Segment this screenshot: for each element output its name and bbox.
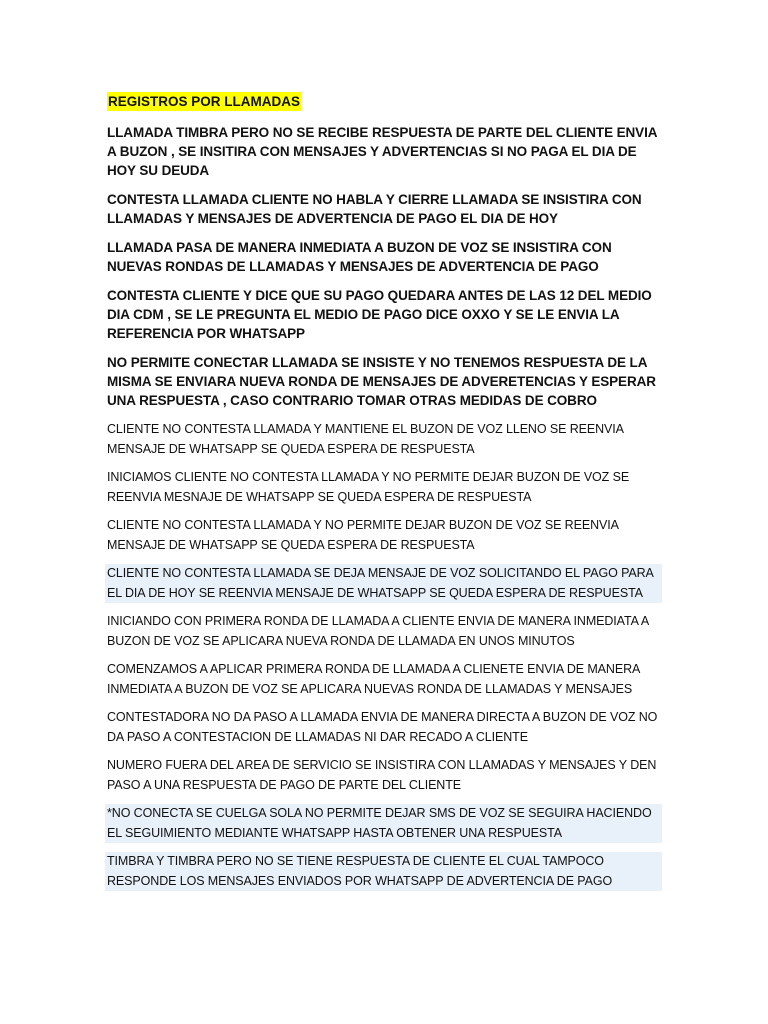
paragraph: LLAMADA PASA DE MANERA INMEDIATA A BUZON DE VOZ SE INSISTIRA CON NUEVAS RONDAS DE LLAMADAS Y MENSAJES DE ADVERTENCIA DE PAGO [107, 240, 612, 274]
paragraph: NUMERO FUERA DEL AREA DE SERVICIO SE INSISTIRA CON LLAMADAS Y MENSAJES Y DEN PASO A UNA RESPUESTA DE PAGO DE PARTE DEL CLIENTE [107, 758, 657, 792]
paragraph: CONTESTADORA NO DA PASO A LLAMADA ENVIA DE MANERA DIRECTA A BUZON DE VOZ NO DA PASO A CONTESTACION DE LLAMADAS NI DAR RECADO A CLIENTE [107, 710, 658, 744]
paragraph: TIMBRA Y TIMBRA PERO NO SE TIENE RESPUESTA DE CLIENTE EL CUAL TAMPOCO RESPONDE LOS MENSAJES ENVIADOS POR WHATSAPP DE ADVERTENCIA DE PAGO [105, 852, 662, 891]
paragraph: COMENZAMOS A APLICAR PRIMERA RONDA DE LLAMADA A CLIENETE ENVIA DE MANERA INMEDIATA A BUZON DE VOZ SE APLICARA NUEVAS RONDA DE LLAMADAS Y MENSAJES [107, 662, 640, 696]
paragraph-list [107, 123, 662, 891]
document-body [107, 92, 662, 900]
paragraph: CONTESTA CLIENTE Y DICE QUE SU PAGO QUEDARA ANTES DE LAS 12 DEL MEDIO DIA CDM , SE LE PREGUNTA EL MEDIO DE PAGO DICE OXXO Y SE LE ENVIA LA REFERENCIA POR WHATSAPP [107, 288, 652, 341]
paragraph: CLIENTE NO CONTESTA LLAMADA SE DEJA MENSAJE DE VOZ SOLICITANDO EL PAGO PARA EL DIA DE HOY SE REENVIA MENSAJE DE WHATSAPP SE QUEDA ESPERA DE RESPUESTA [105, 564, 662, 603]
paragraph: NO PERMITE CONECTAR LLAMADA SE INSISTE Y NO TENEMOS RESPUESTA DE LA MISMA SE ENVIARA NUEVA RONDA DE MENSAJES DE ADVERETENCIAS Y ESPERAR UNA RESPUESTA , CASO CONTRARIO TOMAR OTRAS MEDIDAS DE COBRO [107, 355, 656, 408]
paragraph: CONTESTA LLAMADA CLIENTE NO HABLA Y CIERRE LLAMADA SE INSISTIRA CON LLAMADAS Y MENSAJES DE ADVERTENCIA DE PAGO EL DIA DE HOY [107, 192, 642, 226]
paragraph: CLIENTE NO CONTESTA LLAMADA Y MANTIENE EL BUZON DE VOZ LLENO SE REENVIA MENSAJE DE WHATSAPP SE QUEDA ESPERA DE RESPUESTA [107, 422, 624, 456]
paragraph: INICIANDO CON PRIMERA RONDA DE LLAMADA A CLIENTE ENVIA DE MANERA INMEDIATA A BUZON DE VOZ SE APLICARA NUEVA RONDA DE LLAMADA EN UNOS MINUTOS [107, 614, 649, 648]
paragraph: *NO CONECTA SE CUELGA SOLA NO PERMITE DEJAR SMS DE VOZ SE SEGUIRA HACIENDO EL SEGUIMIENTO MEDIANTE WHATSAPP HASTA OBTENER UNA RESPUESTA [105, 804, 662, 843]
paragraph: INICIAMOS CLIENTE NO CONTESTA LLAMADA Y NO PERMITE DEJAR BUZON DE VOZ SE REENVIA MESNAJE DE WHATSAPP SE QUEDA ESPERA DE RESPUESTA [107, 470, 630, 504]
document-heading: REGISTROS POR LLAMADAS [108, 94, 301, 109]
paragraph: CLIENTE NO CONTESTA LLAMADA Y NO PERMITE DEJAR BUZON DE VOZ SE REENVIA MENSAJE DE WHATSAPP SE QUEDA ESPERA DE RESPUESTA [107, 518, 619, 552]
paragraph: LLAMADA TIMBRA PERO NO SE RECIBE RESPUESTA DE PARTE DEL CLIENTE ENVIA A BUZON , SE INSITIRA CON MENSAJES Y ADVERTENCIAS SI NO PAGA EL DIA DE HOY SU DEUDA [107, 125, 657, 178]
